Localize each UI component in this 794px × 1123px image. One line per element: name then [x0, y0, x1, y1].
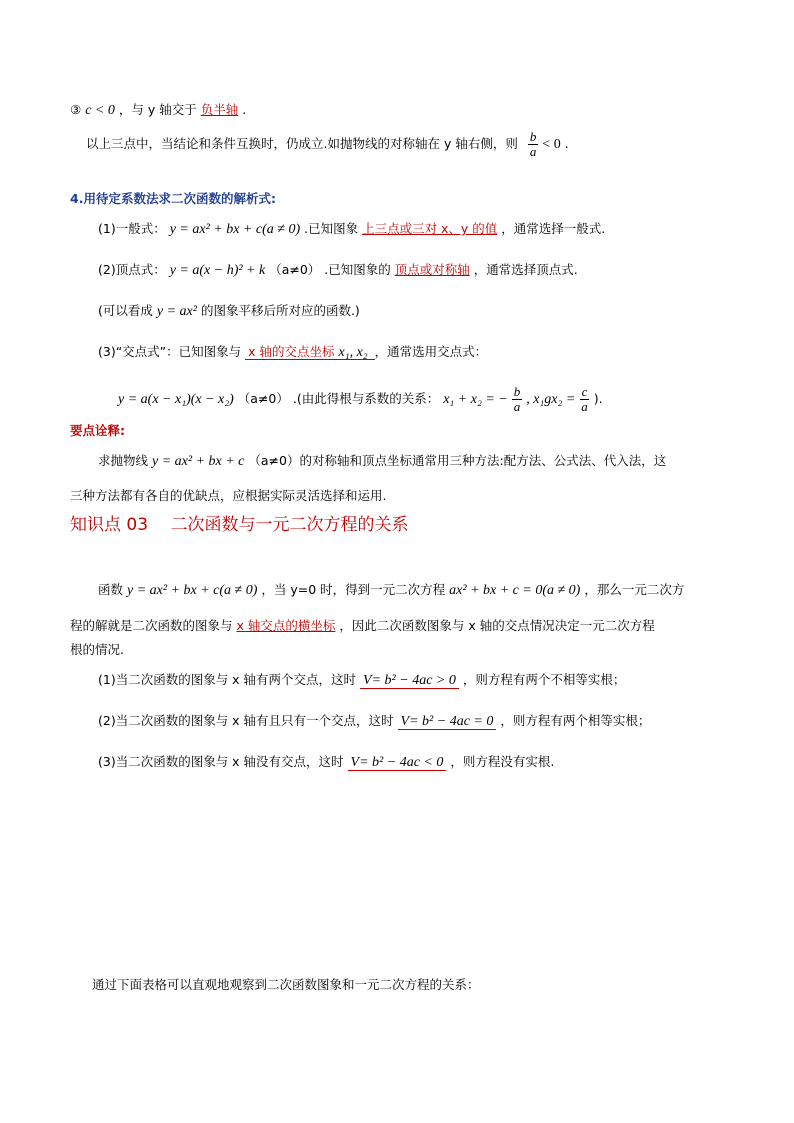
fraction-b-over-a: $\frac{b}{a}$ — [529, 129, 537, 159]
case-no-intersection: (3)当二次函数的图象与 x 轴没有交点，这时 V= b² − 4ac < 0 ，则方程没有实根. — [98, 754, 555, 770]
relation-line-2: 程的解就是二次函数的图象与 x 轴交点的横坐标 ，因此二次函数图象与 x 轴的交点情况决定一元二次方程 — [70, 618, 655, 633]
fraction-b-over-a-sum: $\frac{b}{a}$ — [513, 384, 521, 414]
intercept-underlined-box: x 轴的交点坐标 x₁, x₂ — [245, 344, 375, 360]
intercept-formula-line: y = a(x − x₁)(x − x₂) （a≠0） .(由此得根与系数的关系： x₁ + x₂ = − $\frac{b}{a}$ , x₁gx₂ = $\frac{c}{a}$ ). — [118, 384, 603, 414]
explanation-line-2: 三种方法都有各自的优缺点，应根据实际灵活选择和运用. — [70, 488, 387, 503]
heading-undetermined-coefficients: 4.用待定系数法求二次函数的解析式: — [70, 191, 276, 206]
fraction-c-over-a-product: $\frac{c}{a}$ — [581, 384, 588, 414]
vertex-form: (2)顶点式： y = a(x − h)² + k （a≠0） .已知图象的 顶点或对称轴 ，通常选择顶点式. — [98, 262, 578, 278]
table-intro: 通过下面表格可以直观地观察到二次函数图象和一元二次方程的关系： — [92, 977, 480, 992]
general-form: (1)一般式： y = ax² + bx + c(a ≠ 0) .已知图象 上三点或三对 x、y 的值 ，通常选择一般式. — [98, 221, 606, 237]
converse-note: 以上三点中，当结论和条件互换时，仍成立.如抛物线的对称轴在 y 轴右侧，则 $\frac{b}{a}$ < 0 . — [86, 129, 569, 159]
key-points-heading: 要点诠释: — [70, 423, 125, 438]
explanation-line-1: 求抛物线 y = ax² + bx + c （a≠0）的对称轴和顶点坐标通常用三种方法:配方法、公式法、代入法，这 — [98, 453, 667, 469]
case-one-intersection: (2)当二次函数的图象与 x 轴有且只有一个交点，这时 V= b² − 4ac = 0 ，则方程有两个相等实根； — [98, 713, 651, 729]
intercept-form: (3)“交点式”：已知图象与 x 轴的交点坐标 x₁, x₂ ，通常选用交点式： — [98, 344, 488, 360]
section-title: 知识点 03 二次函数与一元二次方程的关系 — [70, 515, 409, 535]
translation-note: (可以看成 y = ax² 的图象平移后所对应的函数.) — [98, 303, 360, 319]
relation-line-3: 根的情况. — [70, 642, 124, 657]
case-two-intersections: (1)当二次函数的图象与 x 轴有两个交点，这时 V= b² − 4ac > 0 ，则方程有两个不相等实根； — [98, 672, 626, 688]
relation-line-1: 函数 y = ax² + bx + c(a ≠ 0) ，当 y=0 时，得到一元二次方程 ax² + bx + c = 0(a ≠ 0) ，那么一元二次方 — [98, 582, 685, 598]
condition-c-negative: ③ c < 0 ，与 y 轴交于 负半轴 . — [70, 102, 247, 118]
